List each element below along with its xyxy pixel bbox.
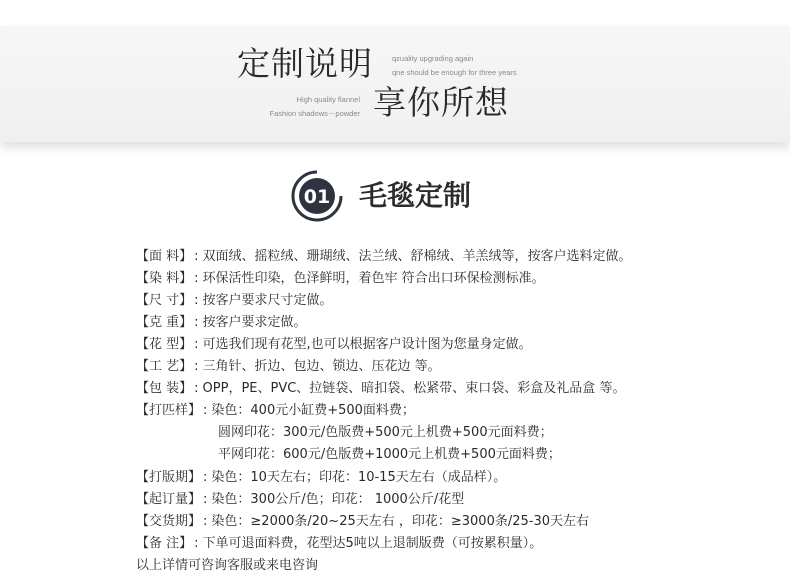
banner-english-line-3: High quality flannel — [296, 95, 360, 104]
detail-row-packaging: 【包 装】 : OPP，PE、PVC、拉链袋、暗扣袋、松紧带、束口袋、彩盒及礼品盒 等。 — [136, 379, 625, 399]
detail-value: 双面绒、摇粒绒、珊瑚绒、法兰绒、舒棉绒、羊羔绒等，按客户选料定做。 — [202, 249, 632, 264]
section-title: 毛毯定制 — [359, 179, 472, 212]
detail-row-remarks: 【备 注】 : 下单可退面料费，花型达5吨以上退制版费（可按累积量）。 — [136, 534, 542, 554]
detail-label: 【面 料】 — [136, 249, 193, 264]
detail-value: 染色：10天左右；印花：10-15天左右（成品样）。 — [211, 470, 507, 485]
detail-value: 按客户要求尺寸定做。 — [202, 293, 333, 308]
detail-value: 按客户要求定做。 — [202, 315, 307, 330]
banner-title-customization: 定制说明 — [237, 44, 373, 83]
detail-value: 圆网印花：300元/色版费+500元上机费+500元面料费； — [218, 425, 553, 440]
detail-value: 三角针、折边、包边、锁边、压花边 等。 — [202, 359, 441, 374]
banner-english-line-1: qzuality upgrading again — [392, 54, 474, 63]
detail-label: 【花 型】 — [136, 337, 193, 352]
detail-value: 可选我们现有花型,也可以根据客户设计图为您量身定做。 — [202, 337, 532, 352]
detail-row-pattern: 【花 型】 : 可选我们现有花型,也可以根据客户设计图为您量身定做。 — [136, 335, 532, 355]
detail-label: 【备 注】 — [136, 536, 193, 551]
detail-row-weight: 【克 重】 : 按客户要求定做。 — [136, 313, 307, 333]
banner-english-line-4: Fashion shadows－powder — [269, 109, 360, 118]
section-number-badge — [289, 168, 345, 224]
detail-row-sample-flat — [218, 445, 561, 465]
detail-value: 平网印花：600元/色版费+1000元上机费+500元面料费； — [218, 447, 561, 462]
detail-label: 【打版期】 — [136, 470, 202, 485]
detail-label: 【交货期】 — [136, 514, 202, 529]
detail-value: 染色：400元小缸费+500面料费； — [211, 403, 415, 418]
detail-row-craft: 【工 艺】 : 三角针、折边、包边、锁边、压花边 等。 — [136, 357, 441, 377]
detail-value: OPP，PE、PVC、拉链袋、暗扣袋、松紧带、束口袋、彩盒及礼品盒 等。 — [202, 381, 626, 396]
detail-row-fabric: 【面 料】 : 双面绒、摇粒绒、珊瑚绒、法兰绒、舒棉绒、羊羔绒等，按客户选料定做。 — [136, 247, 632, 267]
detail-label: 【克 重】 — [136, 315, 193, 330]
detail-row-delivery: 【交货期】 : 染色：≥2000条/20~25天左右 ，印花：≥3000条/25-30天左右 — [136, 512, 589, 532]
detail-value: 染色：≥2000条/20~25天左右 ，印花：≥3000条/25-30天左右 — [211, 514, 590, 529]
section-number: 01 — [303, 186, 331, 208]
detail-label: 【起订量】 — [136, 492, 202, 507]
detail-row-moq: 【起订量】 : 染色：300公斤/色；印花： 1000公斤/花型 — [136, 490, 464, 510]
detail-label: 【尺 寸】 — [136, 293, 193, 308]
detail-label: 【打匹样】 — [136, 403, 202, 418]
detail-value: 染色：300公斤/色；印花： 1000公斤/花型 — [211, 492, 465, 507]
banner-title-enjoy: 享你所想 — [373, 83, 509, 122]
header-banner — [0, 0, 790, 150]
banner-english-line-2: qne should be enough for three years — [392, 68, 517, 77]
detail-row-sample-rotary — [218, 423, 553, 443]
detail-row-sample: 【打匹样】 : 染色：400元小缸费+500面料费； — [136, 401, 415, 421]
detail-row-size: 【尺 寸】 : 按客户要求尺寸定做。 — [136, 291, 333, 311]
detail-label: 【工 艺】 — [136, 359, 193, 374]
detail-row-dye: 【染 料】 : 环保活性印染，色泽鲜明，着色牢 符合出口环保检测标准。 — [136, 269, 545, 289]
footer-note: 以上详情可咨询客服或来电咨询 — [136, 558, 319, 573]
detail-value: 下单可退面料费，花型达5吨以上退制版费（可按累积量）。 — [202, 536, 543, 551]
detail-label: 【包 装】 — [136, 381, 193, 396]
detail-row-sample-period: 【打版期】 : 染色：10天左右；印花：10-15天左右（成品样）。 — [136, 468, 506, 488]
detail-value: 环保活性印染，色泽鲜明，着色牢 符合出口环保检测标准。 — [202, 271, 545, 286]
detail-label: 【染 料】 — [136, 271, 193, 286]
